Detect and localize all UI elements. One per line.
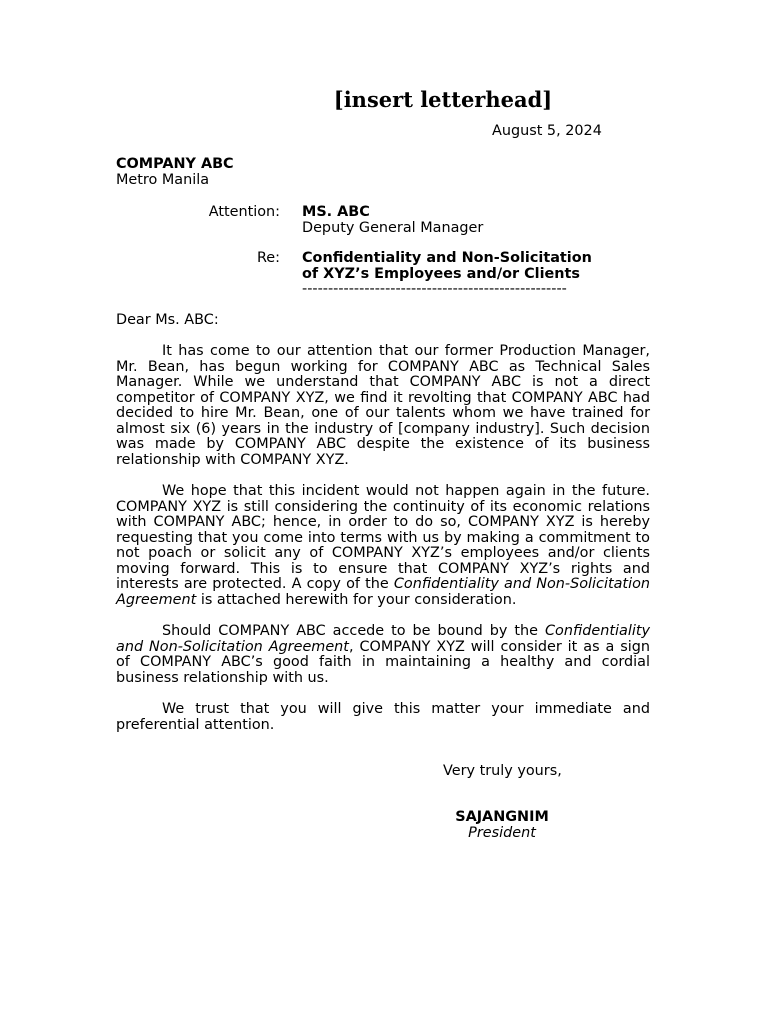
recipient-block bbox=[116, 157, 234, 188]
subject-line-2: of XYZ’s Employees and/or Clients bbox=[302, 265, 580, 282]
recipient-company: COMPANY ABC bbox=[116, 156, 234, 172]
paragraph-text-start: Should COMPANY ABC accede to be bound by the bbox=[162, 623, 545, 639]
body-paragraph-3 bbox=[116, 624, 650, 686]
letterhead-placeholder: [insert letterhead] bbox=[333, 87, 553, 112]
subject-underline: --------------------------------------------------- bbox=[302, 281, 567, 297]
paragraph-text-end: is attached herewith for your consideration. bbox=[196, 591, 517, 608]
recipient-location: Metro Manila bbox=[116, 171, 210, 188]
paragraph-text: We trust that you will give this matter your immediate and preferential attention. bbox=[116, 701, 650, 733]
attention-label: Attention: bbox=[208, 204, 280, 220]
paragraph-text bbox=[116, 484, 650, 608]
attention-block bbox=[302, 205, 483, 236]
attention-title: Deputy General Manager bbox=[302, 219, 484, 236]
signer-title: President bbox=[468, 824, 536, 841]
subject-block bbox=[302, 251, 592, 282]
agreement-title: Confidentiality and Non-Solicitation Agreement bbox=[116, 623, 650, 655]
letter-date: August 5, 2024 bbox=[492, 123, 602, 139]
agreement-title: Confidentiality and Non-Solicitation Agreement bbox=[116, 576, 650, 608]
signer-name: SAJANGNIM bbox=[455, 809, 549, 825]
re-label: Re: bbox=[256, 250, 280, 266]
body-paragraph-2 bbox=[116, 484, 650, 608]
paragraph-text-end: , COMPANY XYZ will consider it as a sign of COMPANY ABC’s good faith in maintaining a healthy and cordial business relationship with us. bbox=[116, 638, 651, 686]
closing: Very truly yours, bbox=[443, 763, 562, 779]
body-paragraph-1 bbox=[116, 344, 650, 468]
salutation: Dear Ms. ABC: bbox=[116, 312, 219, 328]
paragraph-text: It has come to our attention that our former Production Manager, Mr. Bean, has begun working for COMPANY ABC as Technical Sales Manager. While we understand that COMPANY ABC is not a direct competitor of COMPANY XYZ, we find it revolting that COMPANY ABC had decided to hire Mr. Bean, one of our talents whom we have trained for almost six (6) years in the industry of [company industry]. Such decision was made by COMPANY ABC despite the existence of its business relationship with COMPANY XYZ. bbox=[116, 343, 650, 468]
body-paragraph-4 bbox=[116, 702, 650, 733]
attention-name: MS. ABC bbox=[302, 204, 370, 220]
signature-block bbox=[440, 810, 564, 841]
paragraph-text bbox=[116, 624, 650, 686]
paragraph-text-start: We hope that this incident would not happen again in the future. COMPANY XYZ is still considering the continuity of its economic relations with COMPANY ABC; hence, in order to do so, COMPANY XYZ is hereby requesting that you come into terms with us by making a commitment to not poach or solicit any of COMPANY XYZ’s employees and/or clients moving forward. This is to ensure that COMPANY XYZ’s rights and interests are protected. A copy of the bbox=[116, 483, 650, 592]
subject-line-1: Confidentiality and Non-Solicitation bbox=[302, 250, 592, 266]
